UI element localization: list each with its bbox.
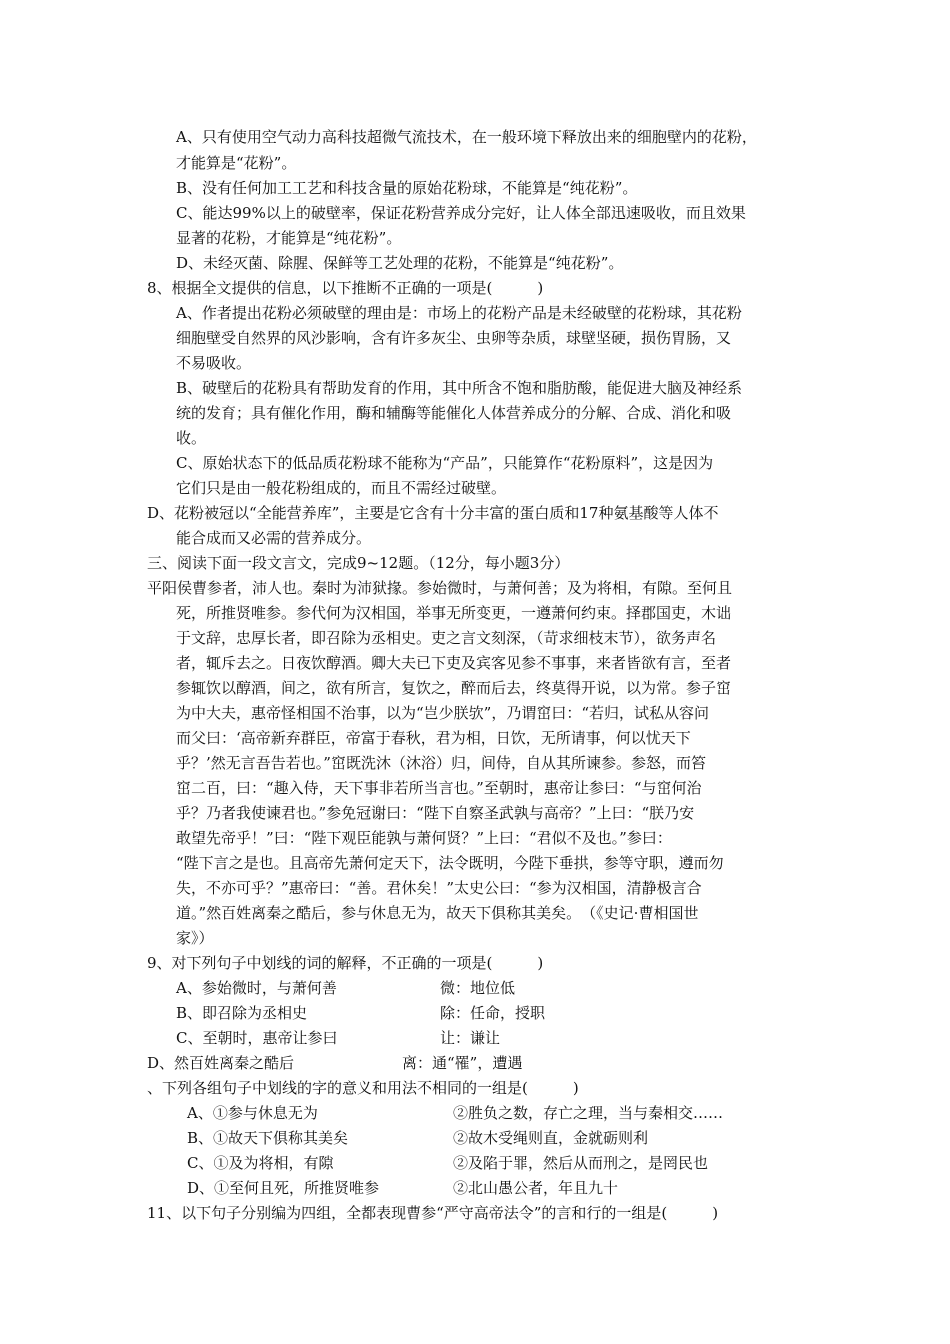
passage-line: 为中大夫，惠帝怪相国不治事，以为“岂少朕欤”，乃谓窋曰：“若归，试私从容问: [176, 704, 710, 722]
q7-option-c-line1: C、能达99%以上的破壁率，保证花粉营养成分完好，让人体全部迅速吸收，而且效果: [176, 204, 746, 222]
q10-stem: 、下列各组句子中划线的字的意义和用法不相同的一组是( ): [147, 1079, 579, 1097]
passage-line: 道。”然百姓离秦之酷后，参与休息无为，故天下俱称其美矣。 （《史记·曹相国世: [176, 904, 699, 922]
q9-option-b-explanation: 除：任命，授职: [440, 1004, 546, 1022]
q10-option-c-left: C、①及为将相，有隙: [187, 1154, 334, 1172]
passage-line: 于文辞，忠厚长者，即召除为丞相史。吏之言文刻深，（苛求细枝末节），欲务声名: [176, 629, 717, 647]
q10-option-a-left: A、①参与休息无为: [187, 1104, 318, 1122]
passage-line: 平阳侯曹参者，沛人也。秦时为沛狱掾。参始微时，与萧何善；及为将相，有隙。至何且: [147, 579, 733, 597]
q11-stem: 11、以下句子分别编为四组，全都表现曹参“严守高帝法令”的言和行的一组是( ): [147, 1204, 719, 1222]
q10-option-c-right: ②及陷于罪，然后从而刑之，是罔民也: [453, 1154, 709, 1172]
q8-option-b-line3: 收。: [176, 429, 207, 447]
passage-line: 失，不亦可乎？”惠帝曰：“善。君休矣！”太史公曰：“参为汉相国，清静极言合: [176, 879, 702, 897]
passage-line: 死，所推贤唯参。参代何为汉相国，举事无所变更，一遵萧何约束。择郡国吏，木诎: [176, 604, 732, 622]
section-heading: 三、阅读下面一段文言文，完成9~12题。（12分，每小题3分）: [147, 554, 570, 572]
q9-option-a-explanation: 微：地位低: [440, 979, 516, 997]
passage-line: 敢望先帝乎！”曰：“陛下观臣能孰与萧何贤？”上曰：“君似不及也。”参曰：: [176, 829, 672, 847]
q9-option-a-sentence: A、参始微时，与萧何善: [176, 979, 337, 997]
q9-option-d-explanation: 离：通“罹”，遭遇: [402, 1054, 523, 1072]
passage-line: 乎？乃者我使谏君也。”参免冠谢曰：“陛下自察圣武孰与高帝？”上曰：“朕乃安: [176, 804, 695, 822]
q7-option-c-line2: 显著的花粉，才能算是“纯花粉”。: [176, 229, 402, 247]
q8-option-d-line2: 能合成而又必需的营养成分。: [176, 529, 372, 547]
q8-option-a-line2: 细胞壁受自然界的风沙影响，含有许多灰尘、虫卵等杂质，球壁坚硬，损伤胃肠，又: [176, 329, 732, 347]
q10-option-b-left: B、①故天下俱称其美矣: [187, 1129, 349, 1147]
q9-option-c-sentence: C、至朝时，惠帝让参曰: [176, 1029, 338, 1047]
q9-option-b-sentence: B、即召除为丞相史: [176, 1004, 308, 1022]
q8-stem: 8、根据全文提供的信息，以下推断不正确的一项是( ): [147, 279, 544, 297]
passage-line: “陛下言之是也。且高帝先萧何定天下，法令既明，今陛下垂拱，参等守职，遵而勿: [176, 854, 724, 872]
q8-option-a-line1: A、作者提出花粉必须破壁的理由是：市场上的花粉产品是未经破壁的花粉球，其花粉: [176, 304, 742, 322]
passage-line: 窋二百，曰：“趣入侍，天下事非若所当言也。”至朝时，惠帝让参曰：“与窋何治: [176, 779, 702, 797]
q10-option-a-right: ②胜负之数，存亡之理，当与秦相交……: [453, 1104, 724, 1122]
q10-option-d-left: D、①至何且死，所推贤唯参: [187, 1179, 380, 1197]
q8-option-d-line1: D、花粉被冠以“全能营养库”，主要是它含有十分丰富的蛋白质和17种氨基酸等人体不: [147, 504, 719, 522]
q8-option-b-line2: 统的发育；具有催化作用，酶和辅酶等能催化人体营养成分的分解、合成、消化和吸: [176, 404, 732, 422]
q8-option-c-line2: 它们只是由一般花粉组成的，而且不需经过破壁。: [176, 479, 507, 497]
q7-option-d: D、未经灭菌、除腥、保鲜等工艺处理的花粉，不能算是“纯花粉”。: [176, 254, 624, 272]
q8-option-a-line3: 不易吸收。: [176, 354, 252, 372]
q7-option-b: B、没有任何加工工艺和科技含量的原始花粉球，不能算是“纯花粉”。: [176, 179, 638, 197]
passage-line: 者，辄斥去之。日夜饮醇酒。卿大夫已下吏及宾客见参不事事，来者皆欲有言，至者: [176, 654, 732, 672]
q10-option-d-right: ②北山愚公者，年且九十: [453, 1179, 619, 1197]
q8-option-c-line1: C、原始状态下的低品质花粉球不能称为“产品”，只能算作“花粉原料”，这是因为: [176, 454, 714, 472]
passage-line: 乎？’然无言吾告若也。”窋既洗沐（沐浴）归，间侍，自从其所谏参。参怒，而笞: [176, 754, 706, 772]
q9-option-d-sentence: D、然百姓离秦之酷后: [147, 1054, 295, 1072]
q9-stem: 9、对下列句子中划线的词的解释，不正确的一项是( ): [147, 954, 544, 972]
passage-line: 参辄饮以醇酒，间之，欲有所言，复饮之，醉而后去，终莫得开说，以为常。参子窋: [176, 679, 732, 697]
q9-option-c-explanation: 让：谦让: [440, 1029, 501, 1047]
q7-option-a-line1: A、只有使用空气动力高科技超微气流技术，在一般环境下释放出来的细胞壁内的花粉，: [176, 128, 757, 146]
q8-option-b-line1: B、破壁后的花粉具有帮助发育的作用，其中所含不饱和脂肪酸，能促进大脑及神经系: [176, 379, 743, 397]
passage-line: 家》）: [176, 929, 214, 947]
q7-option-a-line2: 才能算是“花粉”。: [176, 154, 297, 172]
passage-line: 而父曰：‘高帝新弃群臣，帝富于春秋，君为相，日饮，无所请事，何以忧天下: [176, 729, 691, 747]
q10-option-b-right: ②故木受绳则直，金就砺则利: [453, 1129, 649, 1147]
